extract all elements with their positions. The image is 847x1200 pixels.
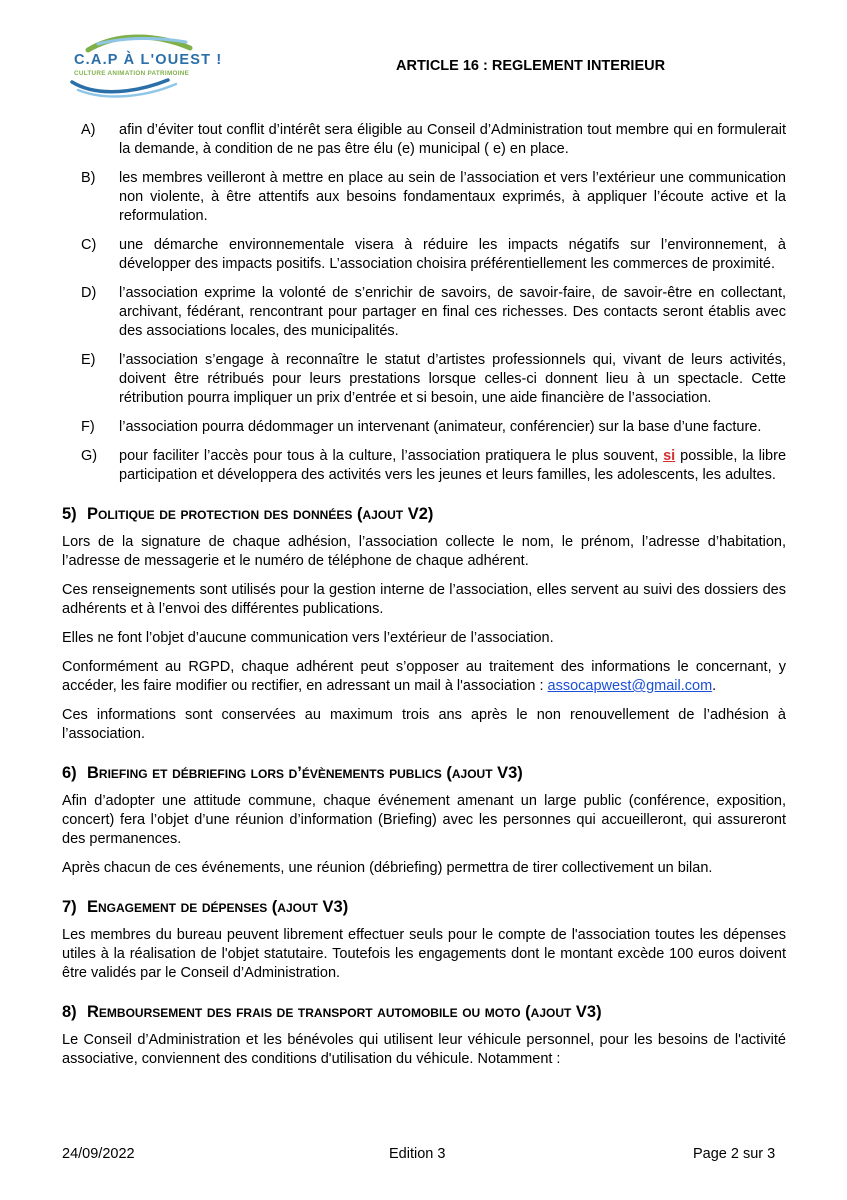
list-marker: B)	[81, 170, 96, 186]
paragraph: Le Conseil d’Administration et les bénévoles qui utilisent leur véhicule personnel, pour les besoins de l'activité associative, conviennent des conditions d'utilisation du véhicule. Notamment :	[62, 1032, 786, 1067]
highlighted-word: si	[663, 448, 676, 464]
section-heading-8	[62, 1003, 786, 1022]
section-heading-6	[62, 764, 786, 783]
list-item	[62, 284, 786, 341]
footer-page-number: Page 2 sur 3	[693, 1146, 776, 1162]
list-marker: E)	[81, 352, 96, 368]
document-body	[62, 121, 786, 1079]
list-item-text: l’association pourra dédommager un intervenant (animateur, conférencier) sur la base d’une facture.	[119, 419, 762, 435]
list-item	[62, 351, 786, 408]
list-marker: F)	[81, 419, 95, 435]
list-item	[62, 447, 786, 485]
paragraph: Afin d’adopter une attitude commune, chaque événement amenant un large public (conférence, exposition, concert) fera l’objet d’une réunion d’information (Briefing) avec les personnes qui accueilleront, qui assureront des permanences.	[62, 793, 786, 847]
list-item	[62, 169, 786, 226]
list-item-text-part: possible, la libre participation et développera des activités vers les jeunes et leurs familles, les adolescents, les adultes.	[119, 448, 787, 483]
list-marker: D)	[81, 285, 97, 301]
paragraph-text: Conformément au RGPD, chaque adhérent peut s’opposer au traitement des informations le concernant, y accéder, les faire modifier ou rectifier, en adressant un mail à l'association :	[62, 659, 786, 694]
list-item-text: une démarche environnementale visera à réduire les impacts négatifs sur l’environnement, à développer des impacts positifs. L’association choisira préférentiellement les commerces de proximité.	[119, 237, 786, 272]
paragraph: Ces renseignements sont utilisés pour la gestion interne de l’association, elles servent au suivi des dossiers des adhérents et à l’envoi des différentes publications.	[62, 582, 786, 617]
paragraph	[62, 658, 786, 696]
list-marker: C)	[81, 237, 97, 253]
paragraph: Ces informations sont conservées au maximum trois ans après le non renouvellement de l’adhésion à l’association.	[62, 707, 786, 742]
paragraph: Les membres du bureau peuvent librement effectuer seuls pour le compte de l'association toutes les dépenses utiles à la réalisation de l'objet statutaire. Toutefois les engagements dont le montant excède 100 euros doivent être validés par le Conseil d’Administration.	[62, 927, 786, 981]
logo-tagline: CULTURE ANIMATION PATRIMOINE	[74, 70, 190, 77]
list-marker: G)	[81, 448, 98, 464]
section-heading-5	[62, 505, 786, 524]
paragraph: Lors de la signature de chaque adhésion, l’association collecte le nom, le prénom, l’adresse d’habitation, l’adresse de messagerie et le numéro de téléphone de chaque adhérent.	[62, 534, 786, 569]
list-item-text-part: pour faciliter l’accès pour tous à la culture, l’association pratiquera le plus souvent,	[119, 448, 664, 464]
footer-date: 24/09/2022	[62, 1146, 135, 1162]
list-item-text: afin d’éviter tout conflit d’intérêt sera éligible au Conseil d’Administration tout membre qui en formulerait la demande, à condition de ne pas être élu (e) municipal ( e) en place.	[119, 122, 786, 157]
section-heading-7	[62, 898, 786, 917]
list-item-text: l’association s’engage à reconnaître le statut d’artistes professionnels qui, vivant de leurs activités, doivent être rétribués pour leurs prestations lorsque celles-ci donnent lieu à un spectacle. Cette rétribution pourra impliquer un prix d’entrée et si besoin, une aide financière de l’association.	[119, 352, 786, 406]
paragraph-text: .	[712, 678, 717, 694]
section-number: 6)	[62, 764, 77, 782]
list-item-text: les membres veilleront à mettre en place au sein de l’association et vers l’extérieur une communication non violente, à être attentifs aux besoins fondamentaux exprimés, à appliquer l’écoute active et la reformulation.	[119, 170, 786, 224]
list-item	[62, 121, 786, 159]
section-number: 5)	[62, 505, 77, 523]
list-item-text: l’association exprime la volonté de s’enrichir de savoirs, de savoir-faire, de savoir-être en collectant, archivant, fédérant, rencontrant pour partager en final ces richesses. Des contacts seront établis avec des associations locales, des municipalités.	[119, 285, 786, 339]
section-number: 7)	[62, 898, 77, 916]
section-title: Remboursement des frais de transport automobile ou moto (ajout V3)	[87, 1003, 602, 1021]
paragraph: Elles ne font l’objet d’aucune communication vers l’extérieur de l’association.	[62, 630, 554, 646]
list-item-text	[119, 447, 786, 485]
paragraph: Après chacun de ces événements, une réunion (débriefing) permettra de tirer collectivement un bilan.	[62, 860, 713, 876]
list-item	[62, 236, 786, 274]
section-title: Engagement de dépenses (ajout V3)	[87, 898, 349, 916]
logo-name: C.A.P À L'OUEST !	[74, 52, 223, 68]
section-number: 8)	[62, 1003, 77, 1021]
email-link[interactable]: assocapwest@gmail.com	[547, 678, 713, 694]
section-title: Briefing et débriefing lors d’évènements publics (ajout V3)	[87, 764, 523, 782]
list-item	[62, 418, 786, 437]
footer-edition: Edition 3	[389, 1146, 446, 1162]
list-marker: A)	[81, 122, 96, 138]
page-header-title: ARTICLE 16 : REGLEMENT INTERIEUR	[396, 58, 666, 74]
section-title: Politique de protection des données (ajout V2)	[87, 505, 434, 523]
association-logo	[68, 30, 223, 102]
